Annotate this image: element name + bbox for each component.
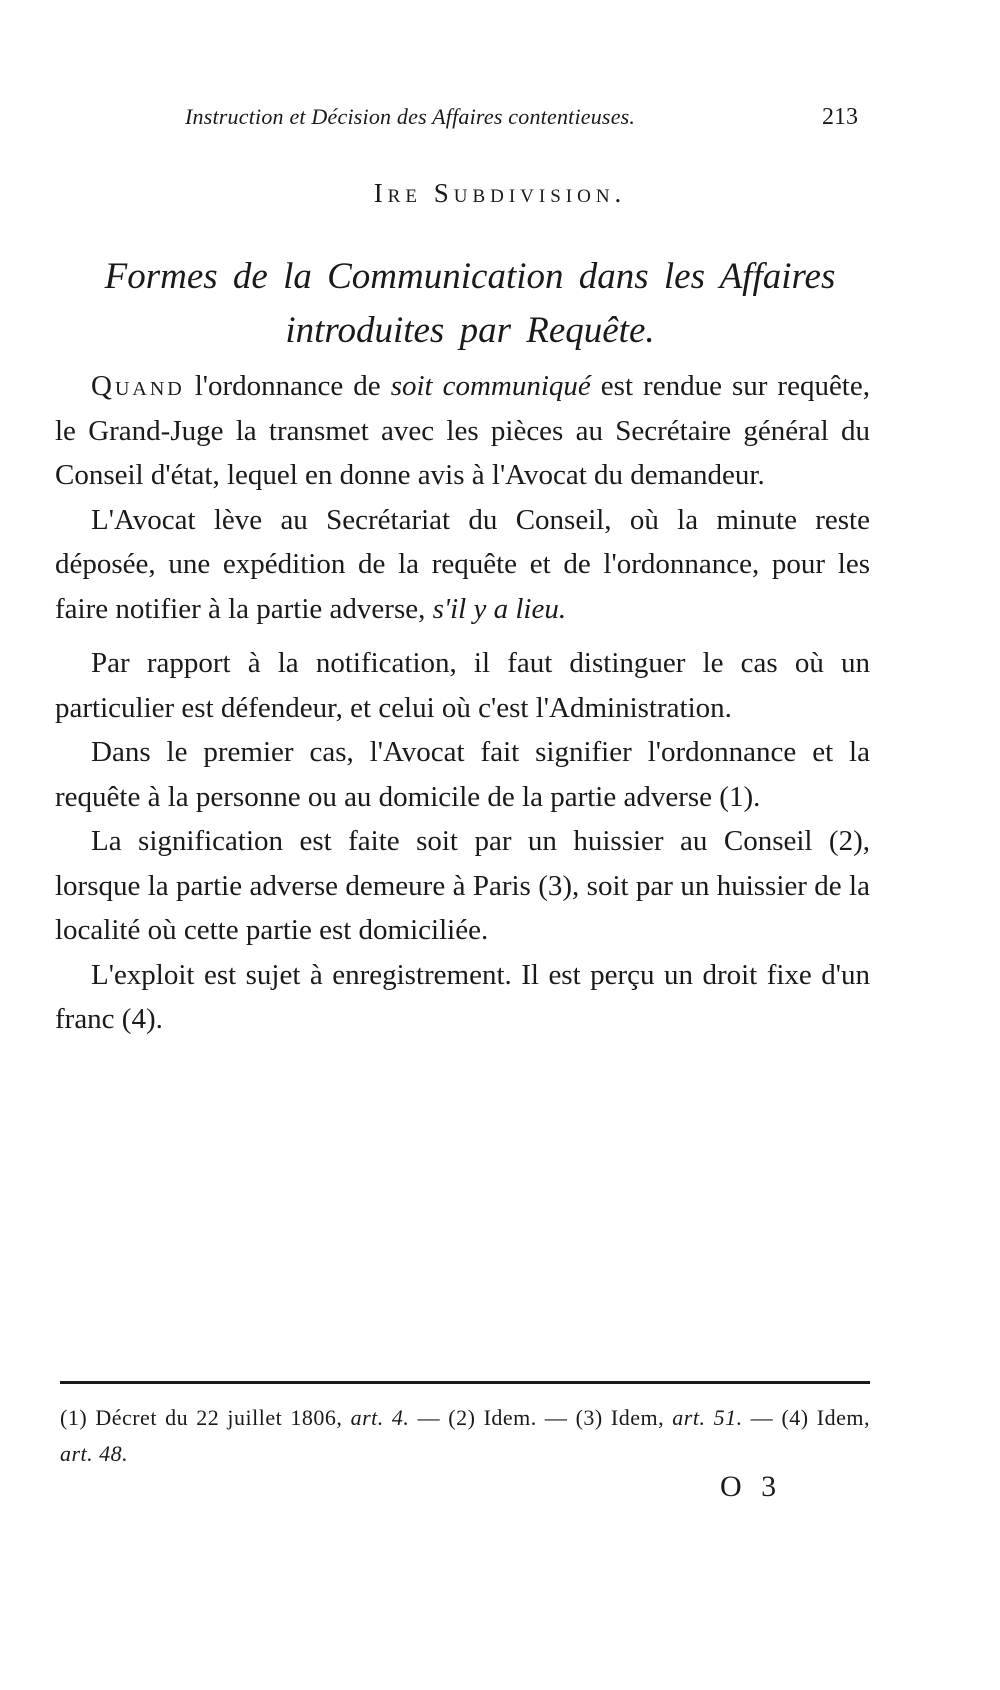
footnote-rule — [60, 1381, 870, 1384]
subdivision-heading: Ire Subdivision. — [373, 178, 627, 208]
footnote-4: — (4) Idem, — [742, 1405, 870, 1430]
footnote-2-3: — (2) Idem. — (3) Idem, — [409, 1405, 673, 1430]
footnote-3-article: art. 51. — [672, 1405, 743, 1430]
running-head: Instruction et Décision des Affaires contentieuses. — [185, 104, 636, 129]
footnotes — [60, 1400, 870, 1472]
paragraph-4: Dans le premier cas, l'Avocat fait signifier l'ordonnance et la requête à la personne ou au domicile de la partie adverse (1). — [55, 736, 870, 813]
paragraph-1 — [55, 364, 870, 498]
paragraph-1-italic: soit communiqué — [390, 370, 591, 402]
lead-word: Quand — [91, 370, 185, 402]
paragraph-1-text-a: l'ordonnance de — [184, 370, 391, 402]
section-title-line-1: Formes de la Communication dans les Affaires — [104, 256, 836, 297]
body-text — [55, 364, 870, 1042]
page-number: 213 — [822, 104, 858, 130]
footnote-1-article: art. 4. — [350, 1405, 410, 1430]
paragraph-2-italic: s'il y a lieu. — [432, 592, 567, 625]
paragraph-2 — [55, 498, 870, 632]
section-title — [60, 250, 880, 358]
paragraph-3: Par rapport à la notification, il faut distinguer le cas où un particulier est défendeur, et celui où c'est l'Administration. — [55, 647, 870, 724]
paragraph-2-text: L'Avocat lève au Secrétariat du Conseil, où la minute reste déposée, une expédition de la requête et de l'ordonnance, pour les faire notifier à la partie adverse, — [55, 503, 870, 625]
paragraph-6: L'exploit est sujet à enregistrement. Il est perçu un droit fixe d'un franc (4). — [55, 958, 870, 1035]
footnote-1: (1) Décret du 22 juillet 1806, — [60, 1405, 351, 1430]
signature-mark: O 3 — [720, 1470, 783, 1503]
footnote-4-article: art. 48. — [60, 1441, 129, 1466]
section-title-line-2: introduites par Requête. — [285, 310, 655, 351]
paragraph-1-text-b: est rendue sur requête, le Grand-Juge la transmet avec les pièces au Secrétaire général du Conseil d'état, lequel en donne avis à l'Avocat du demandeur. — [55, 370, 870, 491]
footnote-text — [60, 1400, 870, 1472]
paragraph-5: La signification est faite soit par un huissier au Conseil (2), lorsque la partie adverse demeure à Paris (3), soit par un huissier de la localité où cette partie est domiciliée. — [55, 825, 870, 946]
